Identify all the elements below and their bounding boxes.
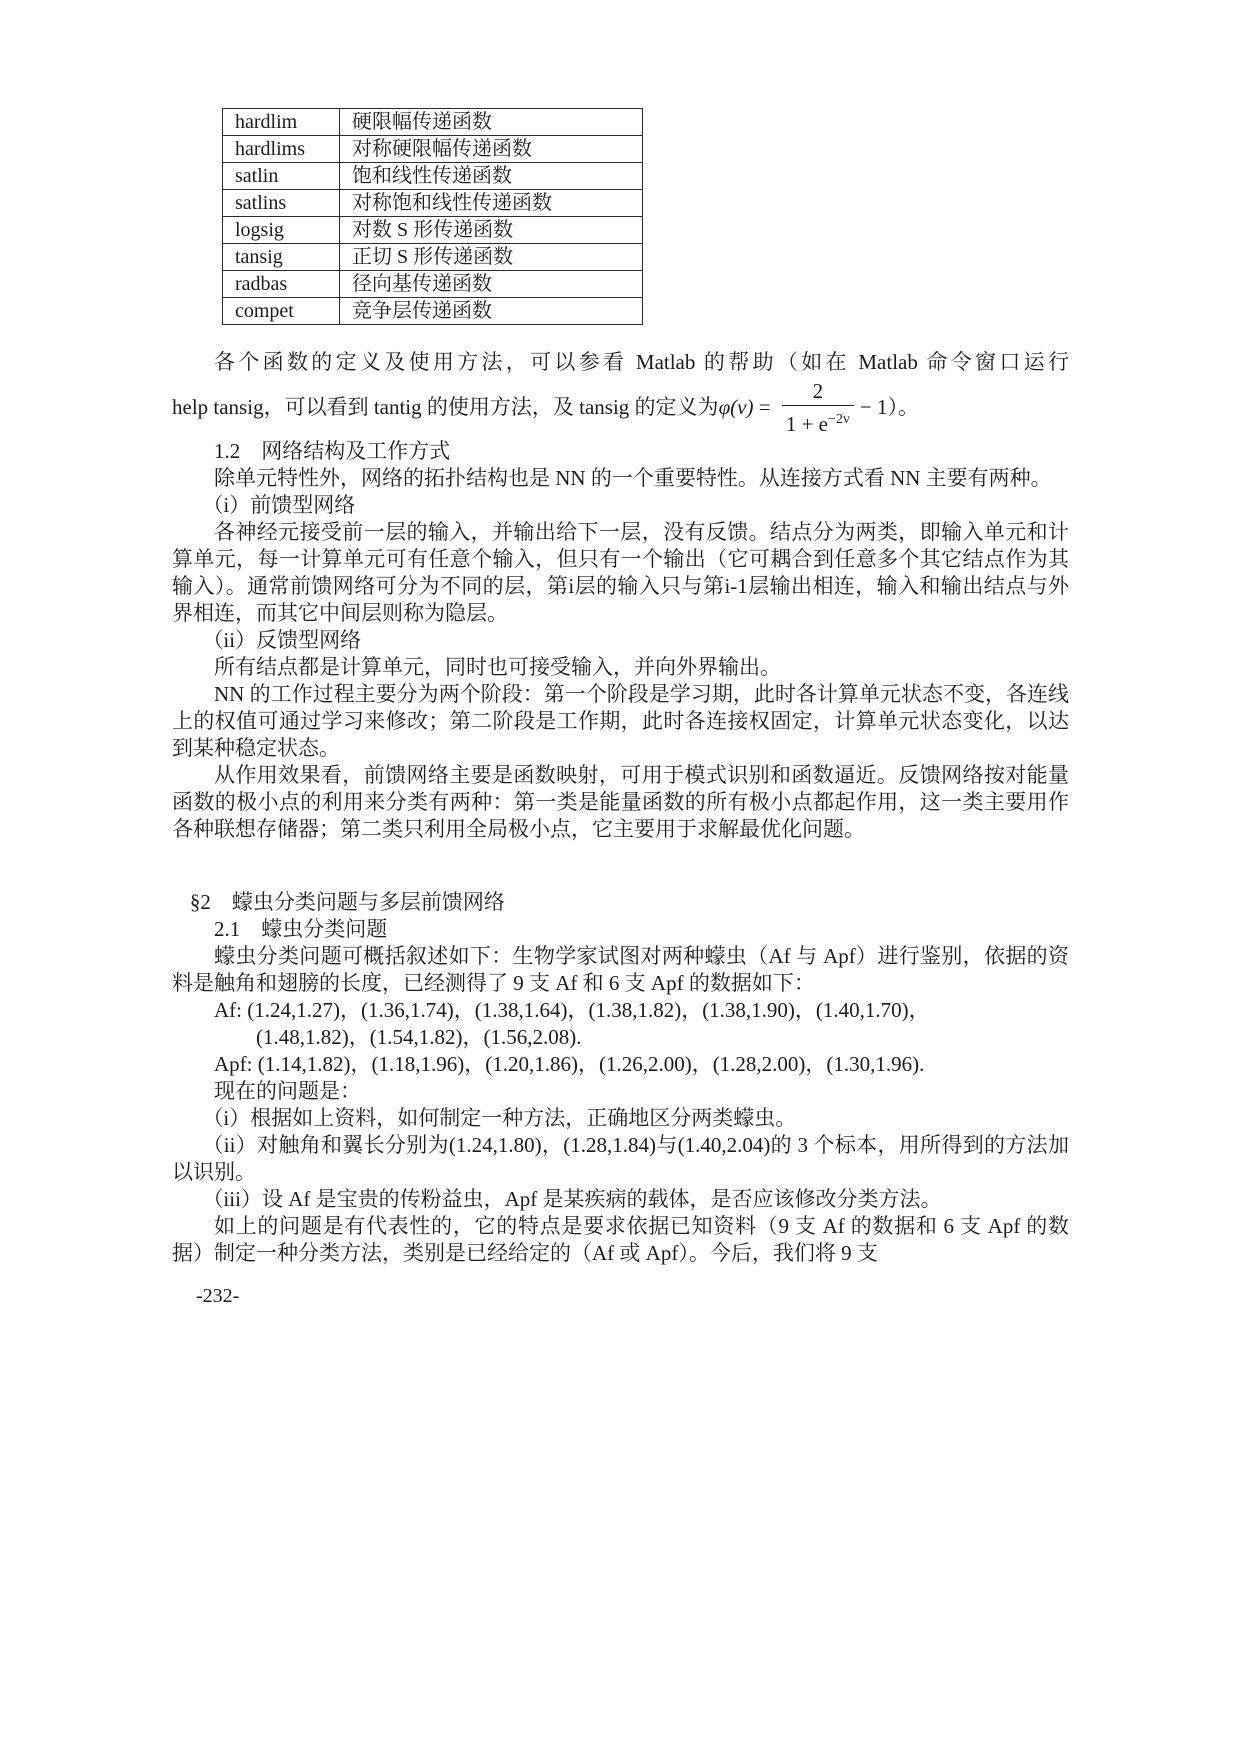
function-desc-cell: 饱和线性传递函数 [340,163,643,190]
apf-data-line: Apf: (1.14,1.82)，(1.18,1.96)，(1.20,1.86)，(1.26,2.00)，(1.28,2.00)，(1.30,1.96). [214,1052,925,1076]
fraction-denominator: $1 + e^{-2v}$ [785,411,850,436]
table-row [223,244,643,271]
function-desc-cell: 对称饱和线性传递函数 [340,190,643,217]
function-name-cell: satlin [223,163,340,190]
fraction-numerator: 2 [782,378,854,406]
table-row [223,109,643,136]
paragraph-closing: 如上的问题是有代表性的，它的特点是要求依据已知资料（9 支 Af 的数据和 6 支 Apf 的数据）制定一种分类方法，类别是已经给定的（Af 或 Apf）。今后，我们将 9 支 [172,1214,1069,1265]
table-row [223,298,643,325]
function-desc-cell: 硬限幅传递函数 [340,109,643,136]
intro-paragraph-line2 [172,376,1069,438]
paragraph-problems-intro: 现在的问题是： [214,1079,361,1103]
intro-paragraph-line1: 各个函数的定义及使用方法，可以参看 Matlab 的帮助（如在 Matlab 命令窗口运行 [214,350,1069,374]
table-row [223,163,643,190]
item-ii-heading: （ii）反馈型网络 [202,628,362,652]
table-row [223,271,643,298]
table-row [223,136,643,163]
function-name-cell: hardlims [223,136,340,163]
function-desc-cell: 对称硬限幅传递函数 [340,136,643,163]
af-data-line2: (1.48,1.82)，(1.54,1.82)，(1.56,2.08). [256,1025,582,1049]
formula-lhs: φ(v) [718,394,754,419]
question-ii: （ii）对触角和翼长分别为(1.24,1.80)，(1.28,1.84)与(1.40,2.04)的 3 个标本，用所得到的方法加以识别。 [172,1133,1069,1184]
paragraph-nn-phases: NN 的工作过程主要分为两个阶段：第一个阶段是学习期，此时各计算单元状态不变，各连线上的权值可通过学习来修改；第二阶段是工作期，此时各连接权固定，计算单元状态变化，以达到某种稳定状态。 [172,682,1069,760]
function-name-cell: compet [223,298,340,325]
question-i: （i）根据如上资料，如何制定一种方法，正确地区分两类蠓虫。 [202,1106,797,1130]
intro-after-formula: ）。 [887,394,920,419]
table-row [223,217,643,244]
heading-2-1: 2.1 蠓虫分类问题 [214,917,388,941]
af-data-line1: Af: (1.24,1.27)，(1.36,1.74)，(1.38,1.64)，(1.38,1.82)，(1.38,1.90)，(1.40,1.70)， [214,998,930,1022]
intro-line2-text: help tansig，可以看到 tantig 的使用方法，及 tansig 的定义为 [172,394,719,419]
formula-equals: = [753,394,776,419]
item-ii-body: 所有结点都是计算单元，同时也可接受输入，并向外界输出。 [214,655,781,679]
item-i-body: 各神经元接受前一层的输入，并输出给下一层，没有反馈。结点分为两类，即输入单元和计算单元，每一计算单元可有任意个输入，但只有一个输出（它可耦合到任意多个其它结点作为其输入）。通常前馈网络可分为不同的层，第i层的输入只与第i-1层输出相连，输入和输出结点与外界相连，而其它中间层则称为隐层。 [172,520,1069,625]
fraction [782,378,854,437]
tansig-formula [719,378,888,437]
item-i-heading: （i）前馈型网络 [202,493,356,517]
exponent: −2v [828,411,850,427]
heading-section-2: §2 蠓虫分类问题与多层前馈网络 [189,890,505,914]
table-row [223,190,643,217]
page-number: -232- [196,1285,240,1307]
heading-1-2: 1.2 网络结构及工作方式 [214,439,451,463]
paragraph-midge-intro: 蠓虫分类问题可概括叙述如下：生物学家试图对两种蠓虫（Af 与 Apf）进行鉴别，依据的资料是触角和翅膀的长度，已经测得了 9 支 Af 和 6 支 Apf 的数据如下： [172,944,1069,995]
function-name-cell: tansig [223,244,340,271]
formula-tail: − 1 [859,394,888,419]
transfer-function-table [222,108,643,325]
function-desc-cell: 对数 S 形传递函数 [340,217,643,244]
function-name-cell: hardlim [223,109,340,136]
paragraph-topology: 除单元特性外，网络的拓扑结构也是 NN 的一个重要特性。从连接方式看 NN 主要有两种。 [214,466,1052,490]
function-desc-cell: 竞争层传递函数 [340,298,643,325]
paragraph-effect: 从作用效果看，前馈网络主要是函数映射，可用于模式识别和函数逼近。反馈网络按对能量函数的极小点的利用来分类有两种：第一类是能量函数的所有极小点都起作用，这一类主要用作各种联想存储器；第二类只利用全局极小点，它主要用于求解最优化问题。 [172,763,1069,841]
function-desc-cell: 径向基传递函数 [340,271,643,298]
function-name-cell: radbas [223,271,340,298]
question-iii: （iii）设 Af 是宝贵的传粉益虫，Apf 是某疾病的载体，是否应该修改分类方法。 [202,1187,942,1211]
page-content [172,100,1069,1310]
function-name-cell: satlins [223,190,340,217]
function-desc-cell: 正切 S 形传递函数 [340,244,643,271]
function-name-cell: logsig [223,217,340,244]
